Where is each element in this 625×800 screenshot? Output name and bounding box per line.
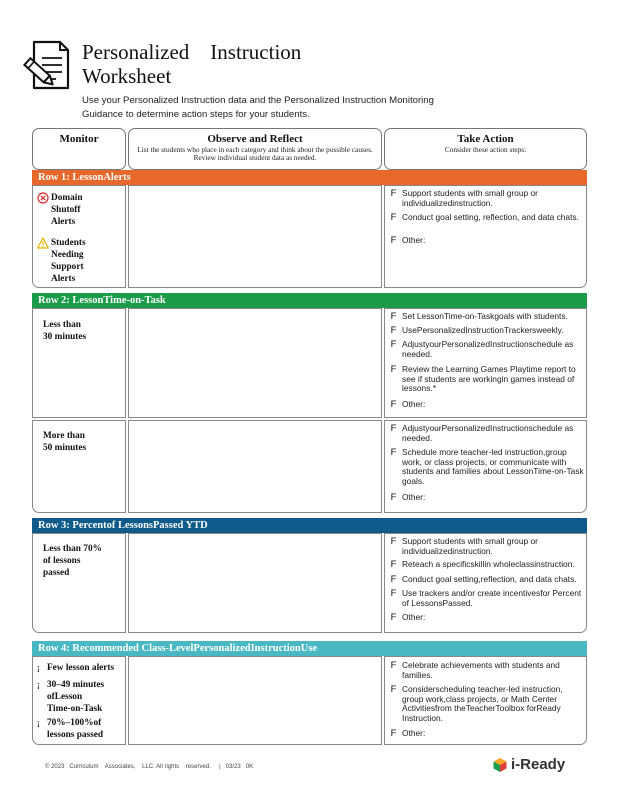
row-1-band: Row 1: LessonAlerts bbox=[32, 170, 587, 185]
checkbox-glyph[interactable]: F bbox=[390, 235, 397, 246]
checkbox-glyph[interactable]: F bbox=[390, 684, 397, 695]
row-3-observe-cell[interactable] bbox=[128, 533, 382, 633]
copyright-footer: © 2023 Curriculum Associates, LLC. All rights reserved. | 03/23 0K bbox=[45, 764, 254, 770]
row-1-observe-cell[interactable] bbox=[128, 185, 382, 288]
action-text: AdjustyourPersonalizedInstructionschedule as needed. bbox=[402, 423, 574, 443]
checkbox-glyph[interactable]: F bbox=[390, 588, 397, 599]
row-2b-observe-cell[interactable] bbox=[128, 420, 382, 513]
action-text: Reteach a specificskillin wholeclassinstruction. bbox=[402, 559, 575, 569]
checkbox-glyph[interactable]: F bbox=[390, 311, 397, 322]
action-text: Conduct goal setting,reflection, and data chats. bbox=[402, 574, 577, 584]
monitor-label: Less than 30 minutes bbox=[43, 320, 87, 342]
action-text: Considerscheduling teacher-led instruction, group work,class projects, or Math Center Activitiesfrom theTeacherToolbox forReady Instruction. bbox=[402, 684, 563, 723]
bullet-glyph: ¡ bbox=[37, 680, 40, 689]
checkbox-glyph[interactable]: F bbox=[390, 447, 397, 458]
monitor-label: Domain Shutoff Alerts bbox=[51, 193, 83, 227]
row-4-band: Row 4: Recommended Class-LevelPersonalizedInstructionUse bbox=[32, 641, 587, 656]
action-text: Conduct goal setting, reflection, and data chats. bbox=[402, 212, 579, 222]
page-subtitle: Use your Personalized Instruction data and the Personalized Instruction Monitoring Guidance to determine action steps for your students. bbox=[82, 95, 434, 120]
monitor-item bbox=[37, 679, 104, 715]
row-4-action-cell bbox=[384, 656, 587, 745]
monitor-item bbox=[37, 237, 86, 285]
checkbox-glyph[interactable]: F bbox=[390, 536, 397, 547]
monitor-label: Less than 70% of lessons passed bbox=[43, 544, 102, 578]
row-2b-monitor-cell bbox=[32, 420, 126, 513]
action-item bbox=[385, 424, 585, 443]
row-2a-monitor-cell bbox=[32, 308, 126, 418]
iready-cube-icon bbox=[492, 757, 508, 773]
action-text: Other: bbox=[402, 235, 426, 245]
action-text: Use trackers and/or create incentivesfor Percent of LessonsPassed. bbox=[402, 588, 582, 608]
action-item bbox=[385, 400, 585, 410]
bullet-glyph: ¡ bbox=[37, 663, 40, 672]
checkbox-glyph[interactable]: F bbox=[390, 559, 397, 570]
checkbox-glyph[interactable]: F bbox=[390, 325, 397, 336]
monitor-label: Students Needing Support Alerts bbox=[51, 238, 86, 284]
action-text: Other: bbox=[402, 492, 426, 502]
checkbox-glyph[interactable]: F bbox=[390, 660, 397, 671]
action-item bbox=[385, 589, 585, 608]
row-3-band: Row 3: Percentof LessonsPassed YTD bbox=[32, 518, 587, 533]
action-item bbox=[385, 613, 585, 623]
monitor-label: 70%–100%of lessons passed bbox=[47, 718, 104, 740]
action-item bbox=[385, 326, 585, 336]
action-item bbox=[385, 575, 585, 585]
action-text: Other: bbox=[402, 612, 426, 622]
action-text: Schedule more teacher-led instruction,group work, or class projects, or communicate with students and families about LessonTime-on-Task goals. bbox=[402, 447, 584, 486]
monitor-item bbox=[37, 662, 114, 674]
monitor-item bbox=[37, 717, 103, 741]
action-text: AdjustyourPersonalizedInstructionschedule as needed. bbox=[402, 339, 574, 359]
action-item bbox=[385, 365, 585, 394]
checkbox-glyph[interactable]: F bbox=[390, 728, 397, 739]
row-2b-action-cell bbox=[384, 420, 587, 513]
action-item bbox=[385, 340, 585, 359]
checkbox-glyph[interactable]: F bbox=[390, 364, 397, 375]
bullet-glyph: ¡ bbox=[37, 718, 40, 727]
row-4-observe-cell[interactable] bbox=[128, 656, 382, 745]
row-2a-observe-cell[interactable] bbox=[128, 308, 382, 418]
action-text: Other: bbox=[402, 399, 426, 409]
monitor-item bbox=[43, 319, 86, 343]
monitor-label: 30–49 minutes ofLesson Time-on-Task bbox=[47, 680, 105, 714]
checkbox-glyph[interactable]: F bbox=[390, 612, 397, 623]
page-title bbox=[82, 40, 342, 88]
brand-name: i-Ready bbox=[511, 756, 566, 773]
title-line-2: Worksheet bbox=[82, 64, 172, 88]
action-item bbox=[385, 236, 582, 246]
observe-header-label: Observe and Reflect bbox=[207, 133, 303, 145]
row-1-monitor-cell bbox=[32, 185, 126, 288]
action-text: Set LessonTime-on-Taskgoals with students. bbox=[402, 311, 568, 321]
row-3-action-cell bbox=[384, 533, 587, 633]
brand-logo bbox=[492, 756, 565, 773]
action-item bbox=[385, 537, 585, 556]
action-item bbox=[385, 448, 585, 486]
checkbox-glyph[interactable]: F bbox=[390, 492, 397, 503]
monitor-item bbox=[43, 543, 102, 579]
checkbox-glyph[interactable]: F bbox=[390, 423, 397, 434]
action-text: Review the Learning Games Playtime report to see if students are workingin games instead of lessons.* bbox=[402, 364, 576, 394]
row-4-monitor-cell bbox=[32, 656, 126, 745]
action-item bbox=[385, 189, 582, 208]
checkbox-glyph[interactable]: F bbox=[390, 399, 397, 410]
observe-header-instructions: List the students who place in each category and think about the possible causes. Review individual student data as needed. bbox=[137, 145, 373, 163]
action-text: UsePersonalizedInstructionTrackersweekly. bbox=[402, 325, 564, 335]
monitor-label: Few lesson alerts bbox=[47, 663, 115, 673]
warning-triangle-icon bbox=[37, 237, 49, 249]
row-2a-action-cell bbox=[384, 308, 587, 418]
worksheet-pencil-icon bbox=[22, 38, 74, 94]
action-item bbox=[385, 213, 582, 223]
checkbox-glyph[interactable]: F bbox=[390, 339, 397, 350]
action-text: Support students with small group or individualizedinstruction. bbox=[402, 188, 538, 208]
monitor-item bbox=[37, 192, 83, 228]
action-item bbox=[385, 312, 585, 322]
action-header-label: Take Action bbox=[457, 133, 514, 145]
action-header-instructions: Consider these action steps: bbox=[444, 145, 527, 154]
row-3-monitor-cell bbox=[32, 533, 126, 633]
action-text: Other: bbox=[402, 728, 426, 738]
action-item bbox=[385, 685, 585, 723]
action-text: Celebrate achievements with students and families. bbox=[402, 660, 560, 680]
title-line-1: Personalized Instruction bbox=[82, 40, 302, 64]
monitor-item bbox=[43, 430, 86, 454]
row-2-band: Row 2: LessonTime-on-Task bbox=[32, 293, 587, 308]
action-column-header bbox=[384, 128, 587, 170]
checkbox-glyph[interactable]: F bbox=[390, 212, 397, 223]
x-circle-icon bbox=[37, 192, 49, 204]
action-item bbox=[385, 560, 585, 570]
action-item bbox=[385, 493, 585, 503]
action-text: Support students with small group or individualizedinstruction. bbox=[402, 536, 538, 556]
monitor-column-header bbox=[32, 128, 126, 170]
observe-column-header bbox=[128, 128, 382, 170]
row-1-action-cell bbox=[384, 185, 587, 288]
action-item bbox=[385, 729, 585, 739]
action-item bbox=[385, 661, 585, 680]
monitor-header-label: Monitor bbox=[59, 133, 99, 145]
monitor-label: More than 50 minutes bbox=[43, 431, 87, 453]
checkbox-glyph[interactable]: F bbox=[390, 574, 397, 585]
checkbox-glyph[interactable]: F bbox=[390, 188, 397, 199]
